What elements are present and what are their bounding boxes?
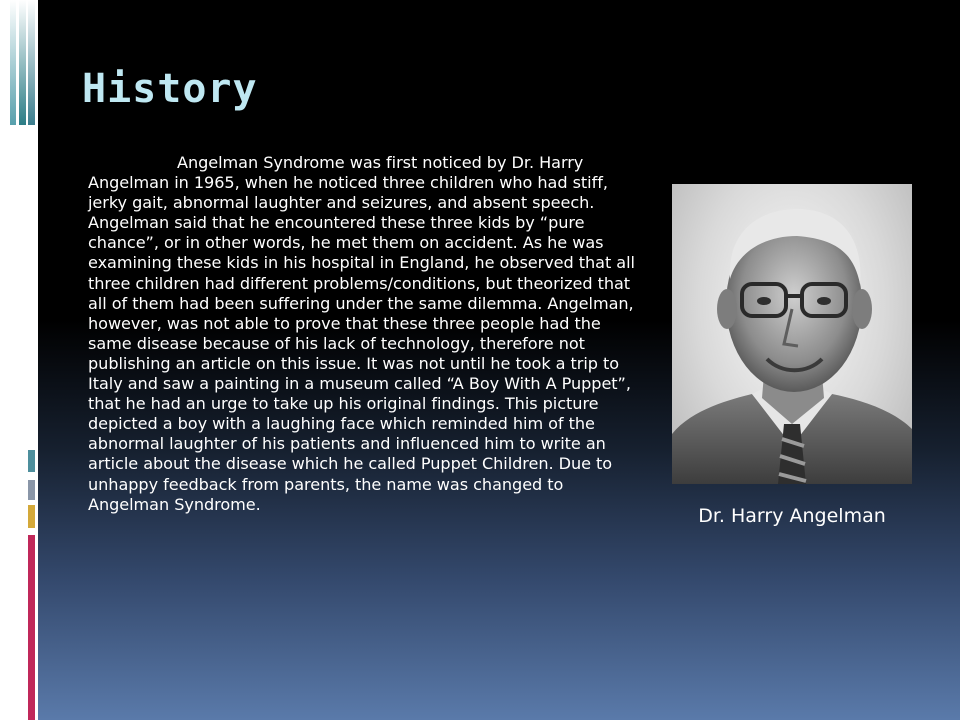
slide-title: History: [82, 66, 258, 112]
accent-bar: [28, 480, 35, 500]
accent-bar: [19, 0, 26, 125]
portrait-icon: [672, 184, 912, 484]
history-paragraph: Angelman Syndrome was first noticed by Dr. Harry Angelman in 1965, when he noticed three children who had stiff, jerky gait, abnormal laughter and seizures, and absent speech. Angelman said that he encountered these three kids by “pure chance”, or in other words, he met them on accident. As he was examining these kids in his hospital in England, he observed that all three children had different problems/conditions, but theorized that all of them had been suffering under the same dilemma. Angelman, however, was not able to prove that these three people had the same disease because of his lack of technology, therefore not publishing an article on this issue. It was not until he took a trip to Italy and saw a painting in a museum called “A Boy With A Puppet”, that he had an urge to take up his original findings. This picture depicted a boy with a laughing face which reminded him of the abnormal laughter of his patients and influenced him to write an article about the disease which he called Puppet Children. Due to unhappy feedback from parents, the name was changed to Angelman Syndrome.: [88, 153, 635, 514]
accent-bar: [28, 450, 35, 472]
photo-caption: Dr. Harry Angelman: [698, 505, 886, 527]
portrait-photo: [672, 184, 912, 484]
accent-bar: [28, 535, 35, 720]
accent-bar: [28, 505, 35, 528]
accent-bar: [28, 0, 35, 125]
accent-bar: [10, 0, 16, 125]
